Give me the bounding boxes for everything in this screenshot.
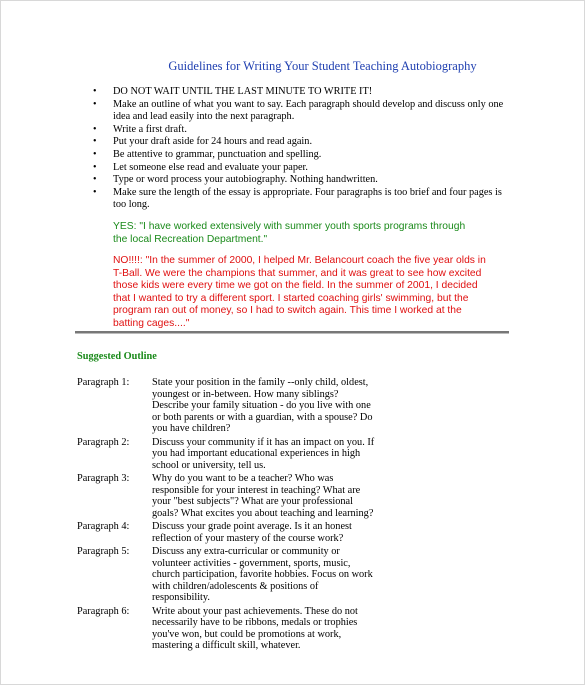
guideline-item: • Type or word process your autobiography. Nothing handwritten. [93,174,513,187]
yes-example: YES: "I have worked extensively with summer youth sports programs through the local Recreation Department." [113,221,466,245]
paragraph-label: Paragraph 5: [77,546,130,557]
outline-row [77,437,377,472]
paragraph-label: Paragraph 1: [77,377,130,388]
outline-row [77,546,377,604]
guideline-item: • DO NOT WAIT UNTIL THE LAST MINUTE TO WRITE IT! [93,86,513,99]
guideline-item: • Make sure the length of the essay is appropriate. Four paragraphs is too brief and four pages is too long. [93,187,513,212]
paragraph-text: State your position in the family --only child, oldest, youngest or in-between. How many siblings? Describe your family situation - do you live with one or both parents or with a guardian, with a spouse? Do you have children? [152,377,373,434]
paragraph-text: Discuss any extra-curricular or community or volunteer activities - government, sports, music, church participation, favorite hobbies. Focus on work with children/adolescents & positions of responsibility. [152,546,373,603]
outline-row [77,606,377,652]
guideline-item: • Put your draft aside for 24 hours and read again. [93,136,513,149]
document-title: Guidelines for Writing Your Student Teaching Autobiography [168,59,477,73]
paragraph-label: Paragraph 3: [77,473,130,484]
outline-row [77,377,377,435]
no-example: NO!!!!: "In the summer of 2000, I helped Mr. Belancourt coach the five year olds in T-Ball. We were the champions that summer, and it was great to see how excited those kids were every time we got on the field. In the summer of 2001, I decided that I wanted to try a different sport. I started coaching girls' swimming, but the program ran out of money, so I had to switch again. This time I worked at the batting cages...." [113,255,486,329]
paragraph-label: Paragraph 4: [77,521,130,532]
paragraph-text: Why do you want to be a teacher? Who was responsible for your interest in teaching? What are your "best subjects"? What are your professional goals? What excites you about teaching and learning? [152,473,374,519]
paragraph-label: Paragraph 2: [77,436,130,448]
paragraph-label: Paragraph 6: [77,605,130,617]
guideline-item: • Be attentive to grammar, punctuation and spelling. [93,149,513,162]
outline-list [77,377,377,652]
paragraph-text: Discuss your community if it has an impact on you. If you had important educational experiences in high school or university, tell us. [152,436,375,471]
guideline-item: • Write a first draft. [93,124,513,137]
guideline-item: • Make an outline of what you want to say. Each paragraph should develop and discuss only one idea and lead easily into the next paragraph. [93,99,513,124]
guideline-item: • Let someone else read and evaluate your paper. [93,162,513,175]
guidelines-list [93,86,513,212]
outline-heading: Suggested Outline [77,351,157,362]
paragraph-text: Write about your past achievements. These do not necessarily have to be ribbons, medals or trophies you've won, but could be promotions at work, mastering a difficult skill, whatever. [152,605,358,651]
section-divider [75,331,509,334]
outline-row [77,521,377,544]
outline-row [77,473,377,519]
paragraph-text: Discuss your grade point average. Is it an honest reflection of your mastery of the course work? [152,521,352,544]
